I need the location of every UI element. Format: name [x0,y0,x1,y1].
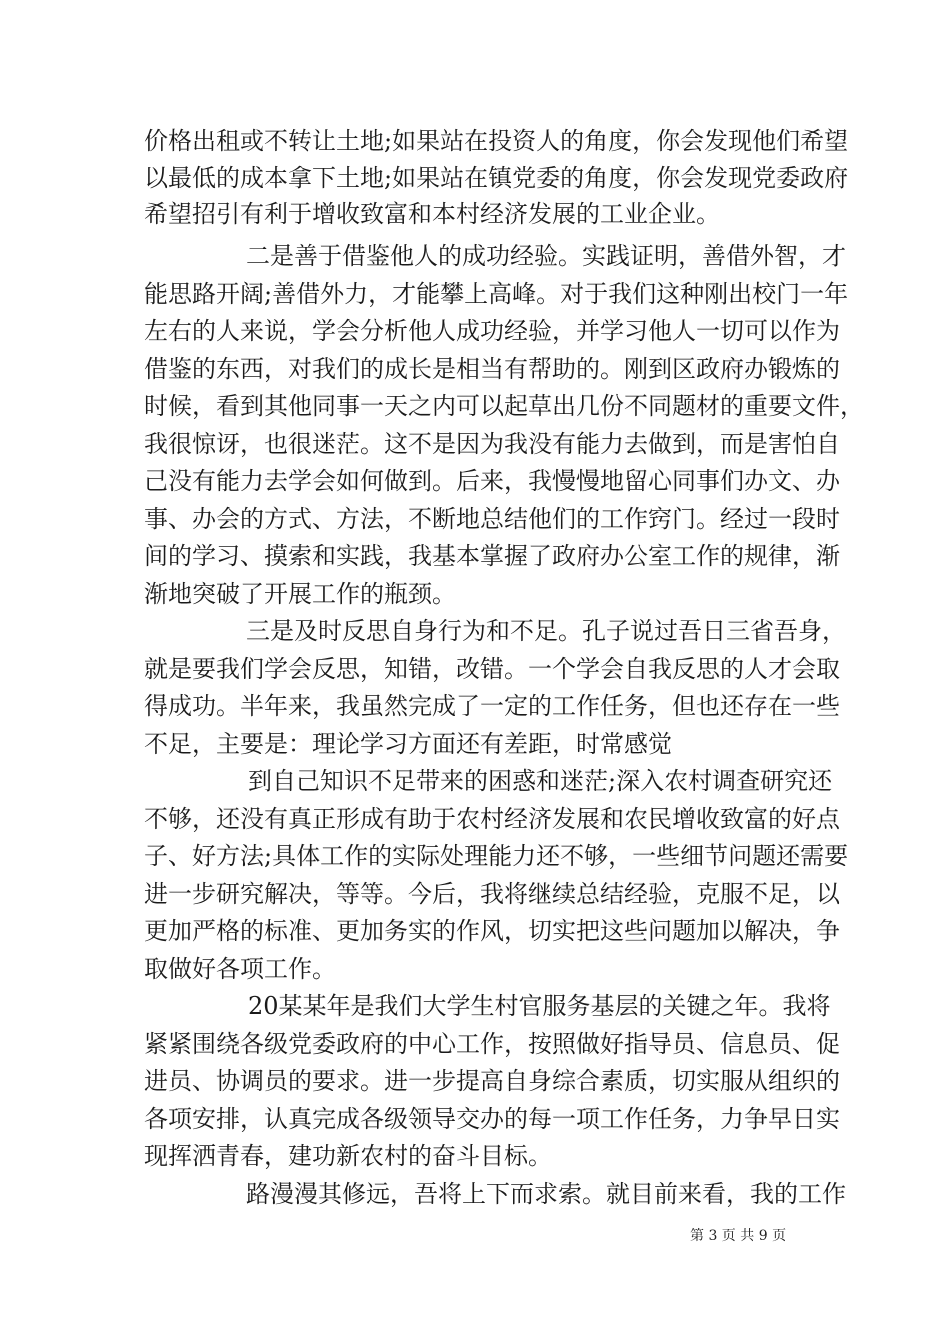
body-line: 进一步研究解决，等等。今后，我将继续总结经验，克服不足，以 [144,880,840,908]
body-line: 时候，看到其他同事一天之内可以起草出几份不同题材的重要文件， [144,392,864,420]
body-line: 左右的人来说，学会分析他人成功经验，并学习他人一切可以作为 [144,317,840,345]
body-line: 希望招引有利于增收致富和本村经济发展的工业企业。 [144,200,720,228]
body-line: 借鉴的东西，对我们的成长是相当有帮助的。刚到区政府办锻炼的 [144,355,840,383]
body-line: 不足，主要是：理论学习方面还有差距，时常感觉 [144,730,672,758]
body-line: 三是及时反思自身行为和不足。孔子说过吾日三省吾身， [246,617,846,645]
body-line: 以最低的成本拿下土地;如果站在镇党委的角度，你会发现党委政府 [144,164,849,192]
body-line: 紧紧围绕各级党委政府的中心工作，按照做好指导员、信息员、促 [144,1030,840,1058]
body-line: 间的学习、摸索和实践，我基本掌握了政府办公室工作的规律，渐 [144,542,840,570]
body-line: 取做好各项工作。 [144,955,336,983]
body-line: 现挥洒青春，建功新农村的奋斗目标。 [144,1142,552,1170]
body-line: 渐地突破了开展工作的瓶颈。 [144,580,456,608]
body-line: 20某某年是我们大学生村官服务基层的关键之年。我将 [248,992,831,1020]
body-line: 我很惊讶，也很迷茫。这不是因为我没有能力去做到，而是害怕自 [144,430,840,458]
body-line: 到自己知识不足带来的困惑和迷茫;深入农村调查研究还 [248,767,833,795]
body-line: 得成功。半年来，我虽然完成了一定的工作任务，但也还存在一些 [144,692,840,720]
body-line: 更加严格的标准、更加务实的作风，切实把这些问题加以解决，争 [144,917,840,945]
body-line: 二是善于借鉴他人的成功经验。实践证明，善借外智，才 [246,242,846,270]
body-line: 就是要我们学会反思，知错，改错。一个学会自我反思的人才会取 [144,655,840,683]
body-line: 价格出租或不转让土地;如果站在投资人的角度，你会发现他们希望 [144,127,849,155]
body-line: 路漫漫其修远，吾将上下而求索。就目前来看，我的工作 [246,1180,846,1208]
body-line: 进员、协调员的要求。进一步提高自身综合素质，切实服从组织的 [144,1067,840,1095]
body-line: 各项安排，认真完成各级领导交办的每一项工作任务，力争早日实 [144,1105,840,1133]
body-line: 事、办会的方式、方法，不断地总结他们的工作窍门。经过一段时 [144,505,840,533]
body-line: 子、好方法;具体工作的实际处理能力还不够，一些细节问题还需要 [144,842,849,870]
page-number: 第 3 页 共 9 页 [690,1228,787,1244]
body-line: 己没有能力去学会如何做到。后来，我慢慢地留心同事们办文、办 [144,467,840,495]
body-line: 不够，还没有真正形成有助于农村经济发展和农民增收致富的好点 [144,805,840,833]
body-line: 能思路开阔;善借外力，才能攀上高峰。对于我们这种刚出校门一年 [144,280,849,308]
